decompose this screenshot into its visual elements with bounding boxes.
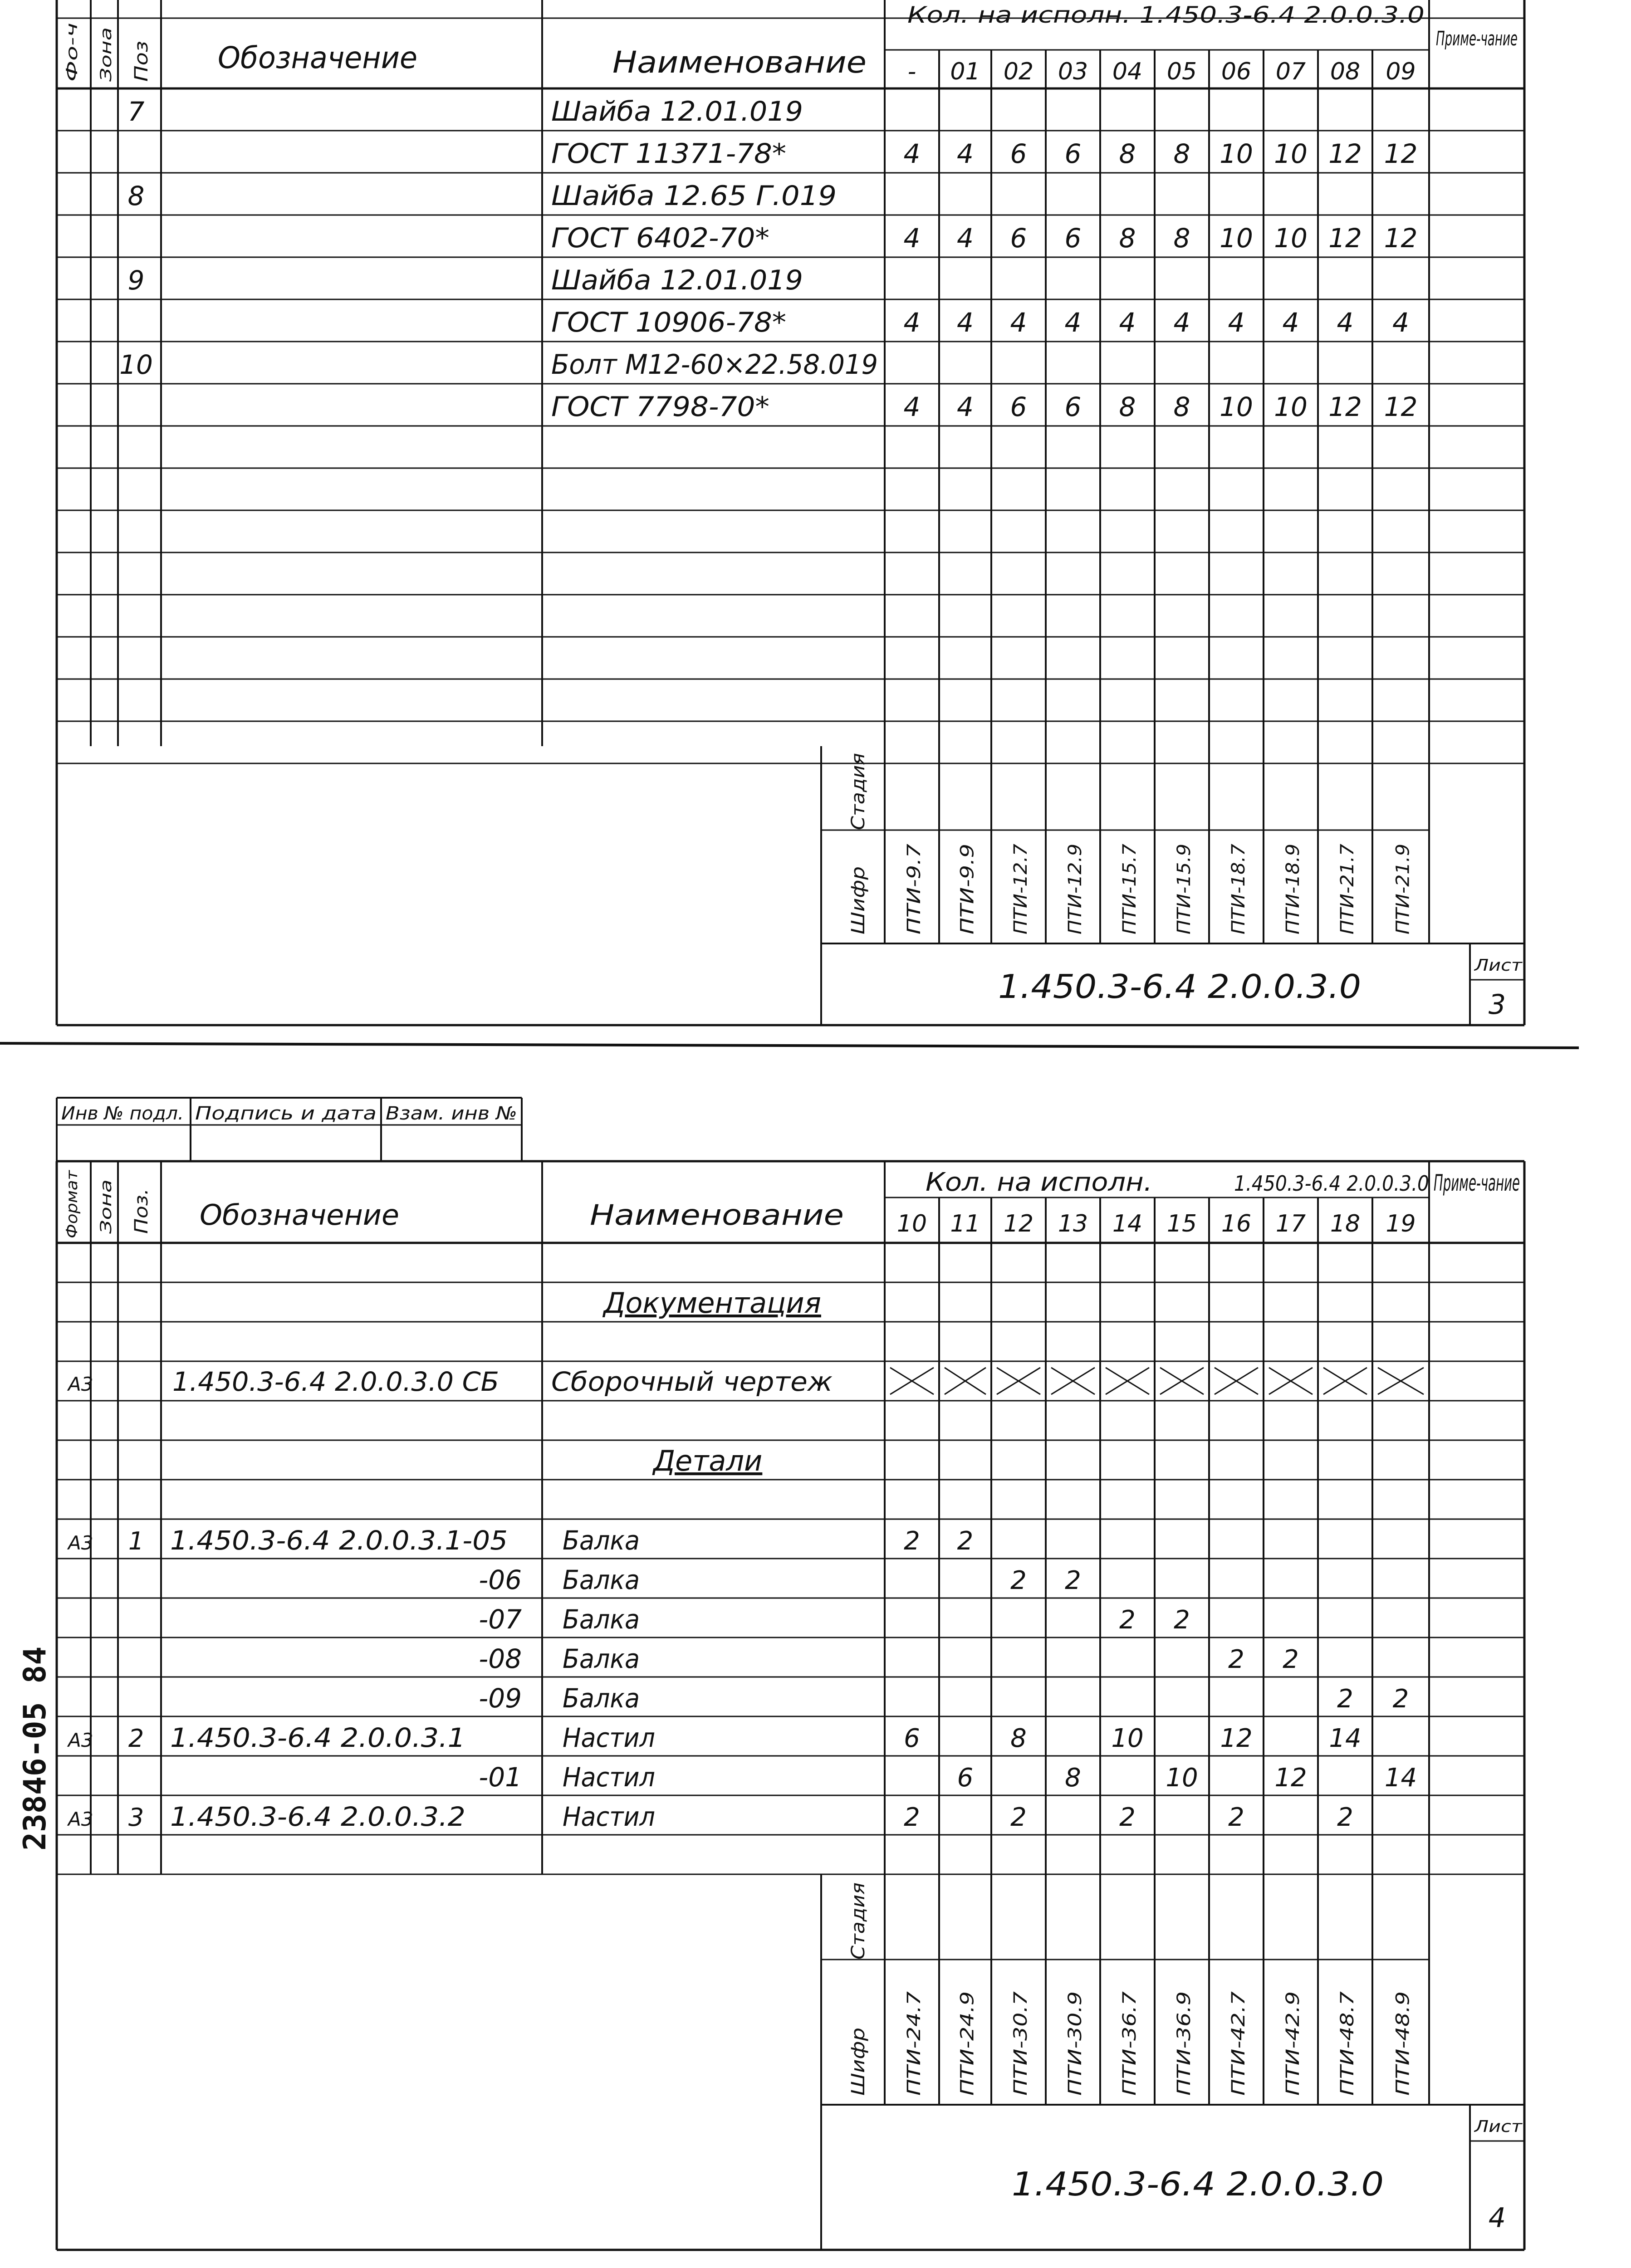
cipher-9: ПТИ-21.9 bbox=[1392, 849, 1414, 934]
row-qty: 12 bbox=[1384, 223, 1418, 254]
cipher-5: ПТИ-36.9 bbox=[1174, 2010, 1195, 2096]
row-pos: 8 bbox=[127, 181, 145, 211]
doc-row-name: Сборочный чертеж bbox=[551, 1366, 833, 1397]
row-qty: 10 bbox=[1220, 223, 1253, 254]
row-qty: 4 bbox=[957, 223, 974, 254]
header-zone: Зона bbox=[97, 43, 115, 82]
header-variant-7: 17 bbox=[1275, 1210, 1306, 1237]
sheet-number: 3 bbox=[1488, 989, 1506, 1021]
row-qty: 6 bbox=[1064, 138, 1082, 169]
doc-number: 1.450.3-6.4 2.0.0.3.0 bbox=[998, 968, 1361, 1006]
row-qty: 6 bbox=[1064, 391, 1082, 422]
header-variant-9: 19 bbox=[1386, 1210, 1416, 1237]
cipher-2: ПТИ-30.7 bbox=[1010, 2010, 1031, 2096]
row-name: Настил bbox=[563, 1801, 655, 1832]
header-format: Формат bbox=[63, 1176, 81, 1238]
header-variant-7: 07 bbox=[1275, 58, 1306, 85]
header-variant-0: 10 bbox=[896, 1210, 927, 1237]
row-name: Балка bbox=[563, 1525, 640, 1556]
row-pos: 10 bbox=[119, 349, 153, 380]
header-variant-3: 03 bbox=[1058, 58, 1088, 85]
row-qty: 2 bbox=[1119, 1605, 1136, 1635]
row-name: Шайба 12.01.019 bbox=[551, 264, 803, 296]
row-name: ГОСТ 11371-78* bbox=[551, 138, 786, 170]
row-qty: 12 bbox=[1328, 391, 1362, 422]
row-pos: 2 bbox=[128, 1724, 144, 1753]
row-qty: 2 bbox=[1337, 1684, 1353, 1714]
row-qty: 6 bbox=[904, 1724, 920, 1753]
row-qty: 4 bbox=[1064, 307, 1082, 338]
row-qty: 14 bbox=[1329, 1724, 1362, 1753]
header-pos: Поз bbox=[131, 47, 152, 82]
header-variant-5: 05 bbox=[1166, 58, 1197, 85]
sheet-separator bbox=[0, 1043, 1579, 1048]
row-name: Балка bbox=[563, 1643, 640, 1674]
sheet-4 bbox=[57, 1098, 1524, 2250]
header-variant-9: 09 bbox=[1386, 58, 1416, 85]
row-qty: 10 bbox=[1220, 391, 1253, 422]
header-qty-title: Кол. на исполн. 1.450.3-6.4 2.0.0.3.0 bbox=[907, 2, 1425, 28]
row-qty: 4 bbox=[903, 138, 921, 169]
cipher-6: ПТИ-42.7 bbox=[1228, 2010, 1249, 2096]
row-qty: 4 bbox=[1337, 307, 1354, 338]
archive-number-stamp: 23846-05 84 bbox=[17, 1646, 53, 1851]
row-qty: 12 bbox=[1274, 1763, 1307, 1793]
stage-label: Стадия bbox=[848, 1890, 869, 1960]
row-qty: 2 bbox=[904, 1803, 920, 1832]
row-qty: 4 bbox=[957, 138, 974, 169]
row-qty: 2 bbox=[1283, 1645, 1299, 1674]
row-qty: 10 bbox=[1274, 138, 1308, 169]
row-qty: 4 bbox=[1119, 307, 1136, 338]
row-qty: 6 bbox=[1064, 223, 1082, 254]
row-qty: 2 bbox=[1392, 1684, 1409, 1714]
row-qty: 2 bbox=[1228, 1803, 1244, 1832]
doc-number: 1.450.3-6.4 2.0.0.3.0 bbox=[1012, 2165, 1384, 2203]
row-name: Настил bbox=[563, 1722, 655, 1753]
row-qty: 2 bbox=[1065, 1566, 1081, 1595]
cipher-4: ПТИ-15.7 bbox=[1119, 849, 1140, 934]
row-qty: 10 bbox=[1220, 138, 1253, 169]
row-qty: 14 bbox=[1384, 1763, 1417, 1793]
row-name: ГОСТ 7798-70* bbox=[551, 391, 769, 423]
header-variant-1: 11 bbox=[950, 1210, 980, 1237]
header-qty-title: Кол. на исполн. bbox=[926, 1168, 1152, 1197]
row-qty: 2 bbox=[904, 1526, 920, 1556]
header-variant-4: 04 bbox=[1112, 58, 1143, 85]
row-name: ГОСТ 6402-70* bbox=[551, 222, 769, 254]
cipher-1: ПТИ-9.9 bbox=[957, 860, 978, 934]
row-qty: 10 bbox=[1274, 391, 1308, 422]
stamp-vzam: Взам. инв № bbox=[386, 1103, 517, 1124]
row-name: Болт М12-60×22.58.019 bbox=[551, 349, 878, 381]
row-designation: -07 bbox=[479, 1604, 522, 1635]
row-qty: 8 bbox=[1010, 1724, 1027, 1753]
row-qty: 12 bbox=[1220, 1724, 1253, 1753]
header-designation: Обозначение bbox=[218, 40, 417, 75]
header-note: Приме-чание bbox=[1434, 1170, 1520, 1196]
cipher-6: ПТИ-18.7 bbox=[1228, 849, 1249, 934]
row-qty: 12 bbox=[1384, 138, 1418, 169]
cipher-9: ПТИ-48.9 bbox=[1392, 2010, 1414, 2096]
header-variant-5: 15 bbox=[1166, 1210, 1197, 1237]
row-qty: 4 bbox=[1173, 307, 1190, 338]
row-qty: 2 bbox=[1337, 1803, 1353, 1832]
row-name: Шайба 12.65 Г.019 bbox=[551, 180, 837, 212]
header-variant-8: 18 bbox=[1330, 1210, 1361, 1237]
row-qty: 10 bbox=[1111, 1724, 1144, 1753]
row-qty: 6 bbox=[1010, 391, 1027, 422]
row-designation: -01 bbox=[479, 1762, 522, 1793]
row-qty: 4 bbox=[903, 391, 921, 422]
row-qty: 8 bbox=[1119, 138, 1136, 169]
row-qty: 2 bbox=[1174, 1605, 1190, 1635]
row-designation: -08 bbox=[479, 1643, 522, 1674]
row-designation: 1.450.3-6.4 2.0.0.3.1 bbox=[170, 1722, 465, 1753]
header-designation: Обозначение bbox=[200, 1198, 399, 1232]
row-qty: 12 bbox=[1328, 138, 1362, 169]
row-format: А3 bbox=[68, 1808, 93, 1830]
row-qty: 4 bbox=[1228, 307, 1245, 338]
row-designation: -06 bbox=[479, 1564, 522, 1595]
row-designation: 1.450.3-6.4 2.0.0.3.2 bbox=[170, 1801, 465, 1832]
stage-label: Стадия bbox=[848, 760, 869, 830]
row-qty: 4 bbox=[957, 307, 974, 338]
cipher-3: ПТИ-30.9 bbox=[1065, 2010, 1086, 2096]
row-qty: 2 bbox=[1228, 1645, 1244, 1674]
row-pos: 9 bbox=[127, 265, 145, 296]
header-qty-doc: 1.450.3-6.4 2.0.0.3.0 bbox=[1234, 1171, 1429, 1196]
row-qty: 12 bbox=[1384, 391, 1418, 422]
sheet-3 bbox=[57, 0, 1524, 1025]
header-zone: Зона bbox=[97, 1195, 115, 1234]
doc-row-format: А3 bbox=[68, 1373, 93, 1395]
row-name: Балка bbox=[563, 1564, 640, 1595]
row-qty: 10 bbox=[1166, 1763, 1198, 1793]
header-variant-2: 02 bbox=[1003, 58, 1034, 85]
header-variant-4: 14 bbox=[1112, 1210, 1143, 1237]
stamp-inv: Инв № подл. bbox=[61, 1103, 184, 1124]
cipher-8: ПТИ-21.7 bbox=[1337, 849, 1358, 934]
header-variant-6: 06 bbox=[1221, 58, 1252, 85]
row-qty: 8 bbox=[1119, 391, 1136, 422]
row-qty: 8 bbox=[1119, 223, 1136, 254]
header-variant-0: - bbox=[907, 58, 916, 85]
header-variant-6: 16 bbox=[1221, 1210, 1252, 1237]
row-qty: 10 bbox=[1274, 223, 1308, 254]
row-designation: -09 bbox=[479, 1683, 522, 1714]
row-qty: 2 bbox=[1119, 1803, 1136, 1832]
cipher-label: Шифр bbox=[848, 876, 869, 934]
cipher-0: ПТИ-24.7 bbox=[904, 2010, 925, 2096]
row-format: А3 bbox=[68, 1729, 93, 1751]
row-qty: 4 bbox=[903, 223, 921, 254]
row-name: Шайба 12.01.019 bbox=[551, 96, 803, 127]
row-qty: 6 bbox=[1010, 138, 1027, 169]
header-name: Наименование bbox=[590, 1198, 844, 1232]
cipher-4: ПТИ-36.7 bbox=[1119, 2010, 1140, 2096]
header-variant-8: 08 bbox=[1330, 58, 1361, 85]
row-designation: 1.450.3-6.4 2.0.0.3.1-05 bbox=[170, 1525, 508, 1556]
row-qty: 4 bbox=[1282, 307, 1299, 338]
row-pos: 3 bbox=[128, 1803, 144, 1832]
row-qty: 4 bbox=[903, 307, 921, 338]
row-qty: 12 bbox=[1328, 223, 1362, 254]
row-qty: 4 bbox=[957, 391, 974, 422]
cipher-label: Шифр bbox=[848, 2037, 869, 2096]
sheet-label: Лист bbox=[1473, 956, 1523, 975]
header-variant-1: 01 bbox=[950, 58, 980, 85]
row-qty: 4 bbox=[1392, 307, 1409, 338]
row-qty: 4 bbox=[1010, 307, 1027, 338]
section-documentation: Документация bbox=[603, 1286, 821, 1320]
header-format: Фо-ч bbox=[63, 44, 81, 82]
header-note: Приме-чание bbox=[1436, 27, 1518, 50]
row-pos: 1 bbox=[128, 1527, 144, 1555]
cipher-5: ПТИ-15.9 bbox=[1174, 849, 1195, 934]
section-parts: Детали bbox=[653, 1444, 763, 1477]
row-qty: 8 bbox=[1173, 223, 1190, 254]
sheet-number: 4 bbox=[1488, 2202, 1506, 2234]
row-pos: 7 bbox=[127, 96, 145, 127]
cipher-3: ПТИ-12.9 bbox=[1065, 849, 1086, 934]
cipher-7: ПТИ-18.9 bbox=[1283, 849, 1303, 934]
row-name: Балка bbox=[563, 1604, 640, 1635]
row-qty: 8 bbox=[1065, 1763, 1081, 1793]
row-name: Балка bbox=[563, 1683, 640, 1714]
row-qty: 2 bbox=[1010, 1803, 1027, 1832]
row-qty: 2 bbox=[957, 1526, 974, 1556]
cipher-0: ПТИ-9.7 bbox=[904, 860, 925, 934]
doc-row-designation: 1.450.3-6.4 2.0.0.3.0 СБ bbox=[172, 1366, 499, 1397]
row-qty: 2 bbox=[1010, 1566, 1027, 1595]
header-variant-3: 13 bbox=[1058, 1210, 1088, 1237]
sheet-label: Лист bbox=[1473, 2117, 1523, 2136]
row-name: Настил bbox=[563, 1762, 655, 1793]
header-variant-2: 12 bbox=[1003, 1210, 1034, 1237]
cipher-7: ПТИ-42.9 bbox=[1283, 2010, 1303, 2096]
row-qty: 6 bbox=[957, 1763, 974, 1793]
cipher-2: ПТИ-12.7 bbox=[1010, 849, 1031, 934]
row-qty: 6 bbox=[1010, 223, 1027, 254]
row-format: А3 bbox=[68, 1532, 93, 1554]
row-qty: 8 bbox=[1173, 138, 1190, 169]
cipher-1: ПТИ-24.9 bbox=[957, 2010, 978, 2096]
row-name: ГОСТ 10906-78* bbox=[551, 307, 786, 338]
row-qty: 8 bbox=[1173, 391, 1190, 422]
stamp-sign: Подпись и дата bbox=[195, 1103, 377, 1124]
cipher-8: ПТИ-48.7 bbox=[1337, 2010, 1358, 2096]
header-pos: Поз. bbox=[131, 1193, 152, 1234]
header-name: Наименование bbox=[612, 45, 867, 80]
